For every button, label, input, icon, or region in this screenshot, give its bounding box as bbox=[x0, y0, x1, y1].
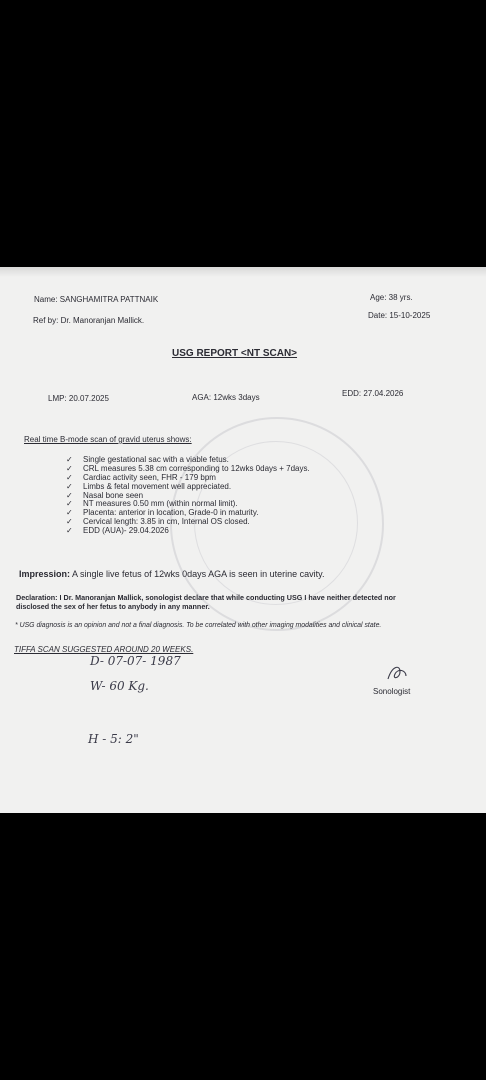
declaration-line-1: Declaration: I Dr. Manoranjan Mallick, sonologist declare that while conducting USG I have neither detected nor bbox=[16, 593, 396, 602]
sonologist-label: Sonologist bbox=[373, 687, 411, 696]
handwritten-dob: D- 07-07- 1987 bbox=[90, 654, 181, 668]
report-title: USG REPORT <NT SCAN> bbox=[172, 348, 298, 359]
impression-text: A single live fetus of 12wks 0days AGA is seen in uterine cavity. bbox=[72, 569, 325, 579]
check-icon: ✓ bbox=[66, 463, 73, 473]
edd-date: EDD: 27.04.2026 bbox=[342, 389, 404, 398]
check-icon: ✓ bbox=[66, 526, 73, 536]
check-icon: ✓ bbox=[66, 499, 73, 509]
impression bbox=[19, 569, 325, 579]
signature-icon bbox=[386, 664, 408, 682]
report-date: Date: 15-10-2025 bbox=[368, 311, 431, 320]
handwritten-height: H - 5: 2" bbox=[88, 732, 139, 746]
check-icon: ✓ bbox=[66, 508, 73, 518]
disclaimer: * USG diagnosis is an opinion and not a final diagnosis. To be correlated with other imaging modalities and clinical state. bbox=[15, 622, 382, 629]
check-icon: ✓ bbox=[66, 481, 73, 491]
page-shadow bbox=[0, 267, 486, 277]
aga-value: AGA: 12wks 3days bbox=[192, 393, 260, 402]
lmp-date: LMP: 20.07.2025 bbox=[48, 394, 109, 403]
impression-label: Impression: bbox=[19, 569, 71, 579]
handwritten-weight: W- 60 Kg. bbox=[90, 679, 149, 693]
check-icon: ✓ bbox=[66, 490, 73, 500]
patient-age: Age: 38 yrs. bbox=[370, 293, 413, 302]
patient-name: Name: SANGHAMITRA PATTNAIK bbox=[34, 295, 159, 304]
scan-heading: Real time B-mode scan of gravid uterus shows: bbox=[24, 435, 192, 444]
tiffa-suggestion: TIFFA SCAN SUGGESTED AROUND 20 WEEKS. bbox=[14, 645, 194, 654]
check-icon: ✓ bbox=[66, 472, 73, 482]
referring-doctor: Ref by: Dr. Manoranjan Mallick. bbox=[33, 316, 145, 325]
check-icon: ✓ bbox=[66, 455, 73, 464]
check-icon: ✓ bbox=[66, 517, 73, 527]
declaration-line-2: disclosed the sex of her fetus to anybody in any manner. bbox=[16, 602, 210, 611]
report-page: Name: SANGHAMITRA PATTNAIK Age: 38 yrs. Ref by: Dr. Manoranjan Mallick. Date: 15-10-2025 USG REPORT <NT SCAN> LMP: 20.07.2025 AGA: 12wks 3days EDD: 27.04.2026 Real time B-mode scan of gravid uterus shows: ✓ Single gestational sac with a viable fetus. ✓ CRL measures 5.38 cm corresponding to 12wks 0days + 7days. ✓ Cardiac activity seen, FHR - 179 bpm ✓ Limbs & fetal movement well appreciated. ✓ Nasal bone seen ✓ NT measures 0.50 mm (within normal limit). ✓ Placenta: anterior in location, Grade-0 in maturity. ✓ Cervical length: 3.85 in cm, Internal OS closed. ✓ EDD (AUA)- 29.04.2026 Impression: A single live fetus of 12wks 0days AGA is seen in uterine cavity. Declaration: I Dr. Manoranjan Mallick, sonologist declare that while conducting USG I have neither detected nor disclosed the sex of her fetus to anybody in any manner. * USG diagnosis is an opinion and not a final diagnosis. To be correlated with other imaging modalities and clinical state. TIFFA SCAN SUGGESTED AROUND 20 WEEKS. Sonologist D- 07-07- 1987 W- 60 Kg. H - 5: 2" bbox=[0, 267, 486, 813]
